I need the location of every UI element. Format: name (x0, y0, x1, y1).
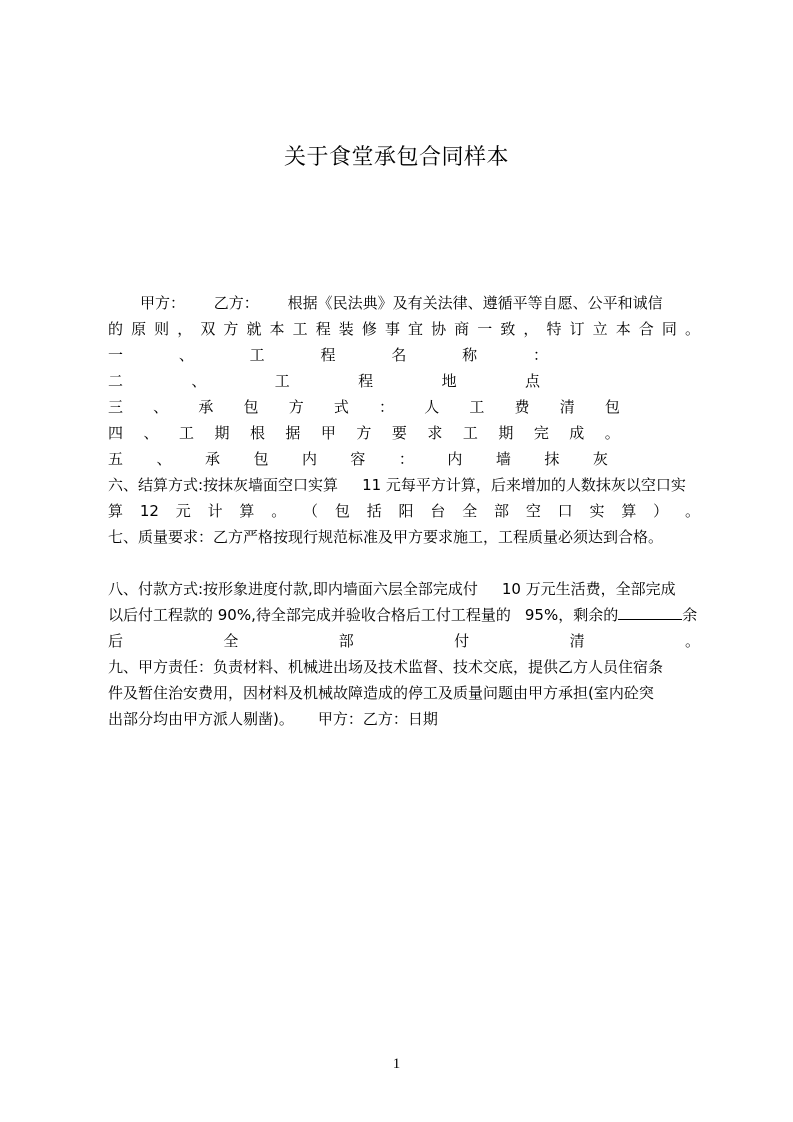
item-2-char: 程 (358, 372, 374, 390)
item-5-char: 、 (156, 450, 172, 468)
item-3-char: 费 (514, 398, 530, 416)
intro-char: 双 (200, 320, 216, 338)
item-4-char: 、 (143, 424, 159, 442)
item-1-project-name (108, 342, 700, 368)
item-8-text-b: 10 万元生活费，全部完成 (501, 580, 676, 598)
item-3-char: 、 (153, 398, 169, 416)
item-4-char: 要 (391, 424, 407, 442)
item-4-schedule (108, 420, 700, 446)
item-5-char: 容 (350, 450, 366, 468)
item-1-char: 名 (391, 346, 407, 364)
party-a-label: 甲方： (140, 294, 186, 312)
intro-char: 宜 (408, 320, 424, 338)
party-b-label: 乙方： (213, 294, 259, 312)
item-8-payment-line-3 (108, 628, 700, 654)
item-4-char: 据 (285, 424, 301, 442)
item-8-payment-line-1 (108, 576, 700, 602)
item-2-char: 点 (524, 372, 540, 390)
item-6-char: 。 (271, 502, 287, 520)
item-7-quality: 七、质量要求：乙方严格按现行规范标准及甲方要求施工，工程质量必须达到合格。 (108, 528, 664, 546)
blank-underline (618, 603, 682, 620)
item-1-char: 称 (462, 346, 478, 364)
item-5-char: 灰 (592, 450, 608, 468)
item-2-char: 、 (191, 372, 207, 390)
contract-body (108, 290, 700, 732)
item-4-char: 期 (498, 424, 514, 442)
intro-char: 就 (246, 320, 262, 338)
page-number: 1 (392, 1056, 401, 1072)
item-8-char: 。 (684, 632, 700, 650)
intro-char: 商 (454, 320, 470, 338)
item-4-char: 甲 (320, 424, 336, 442)
item-4-char: 成 (569, 424, 585, 442)
intro-char: 立 (592, 320, 608, 338)
item-4-char: 。 (604, 424, 620, 442)
intro-char: 工 (292, 320, 308, 338)
item-3-char: 包 (243, 398, 259, 416)
item-6-char: 台 (430, 502, 446, 520)
item-8-text-d: 95%，剩余的 (524, 606, 619, 624)
item-9-responsibility-line-3 (108, 706, 700, 732)
item-3-char: 方 (288, 398, 304, 416)
item-5-char: 承 (204, 450, 220, 468)
intro-char: ， (177, 320, 193, 338)
item-4-char: 期 (214, 424, 230, 442)
item-2-project-location (108, 368, 700, 394)
item-2-char: 地 (441, 372, 457, 390)
intro-char: 同 (661, 320, 677, 338)
item-6-text-a: 六、结算方式:按抹灰墙面空口实算 (108, 476, 339, 494)
item-6-char: 包 (334, 502, 350, 520)
item-8-char: 付 (454, 632, 470, 650)
item-4-char: 工 (178, 424, 194, 442)
item-6-char: 部 (494, 502, 510, 520)
intro-char: 程 (315, 320, 331, 338)
item-5-char: 抹 (544, 450, 560, 468)
item-3-char: 承 (198, 398, 214, 416)
item-3-char: 式 (333, 398, 349, 416)
intro-char: 事 (384, 320, 400, 338)
item-3-char: ： (379, 398, 395, 416)
item-3-char: 人 (424, 398, 440, 416)
item-4-char: 四 (108, 424, 124, 442)
item-1-char: 工 (249, 346, 265, 364)
intro-char: 致 (500, 320, 516, 338)
item-5-char: 内 (301, 450, 317, 468)
item-6-char: 空 (525, 502, 541, 520)
intro-char: 则 (154, 320, 170, 338)
item-5-char: 墙 (495, 450, 511, 468)
item-4-char: 根 (249, 424, 265, 442)
intro-char: 原 (131, 320, 147, 338)
intro-char: 的 (108, 320, 124, 338)
item-6-char: 口 (557, 502, 573, 520)
item-2-char: 工 (274, 372, 290, 390)
intro-char: 方 (223, 320, 239, 338)
item-6-char: 算 (239, 502, 255, 520)
item-6-char: 全 (462, 502, 478, 520)
item-4-char: 工 (462, 424, 478, 442)
item-6-char: 括 (366, 502, 382, 520)
item-5-char: 内 (447, 450, 463, 468)
item-6-settlement-line-1 (108, 472, 700, 498)
item-6-char: 计 (207, 502, 223, 520)
item-3-char: 工 (469, 398, 485, 416)
item-9-responsibility-line-2: 件及暂住治安费用，因材料及机械故障造成的停工及质量问题由甲方承担(室内砼突 (108, 684, 654, 702)
item-4-char: 完 (533, 424, 549, 442)
intro-char: 本 (615, 320, 631, 338)
item-6-char: 。 (684, 502, 700, 520)
intro-text-start: 根据《民法典》及有关法律、遵循平等自愿、公平和诚信 (287, 294, 663, 312)
intro-char: 订 (569, 320, 585, 338)
intro-char: 。 (684, 320, 700, 338)
item-1-char: 、 (178, 346, 194, 364)
item-9-responsibility-line-1: 九、甲方责任：负责材料、机械进出场及技术监督、技术交底，提供乙方人员住宿条 (108, 658, 664, 676)
intro-char: 协 (431, 320, 447, 338)
intro-char: 特 (546, 320, 562, 338)
intro-char: 修 (361, 320, 377, 338)
intro-char: ， (523, 320, 539, 338)
item-6-text-b: 11 元每平方计算，后来增加的人数抹灰以空口实 (362, 476, 686, 494)
intro-line-1 (108, 290, 700, 316)
item-1-char: 程 (320, 346, 336, 364)
item-2-char: 二 (108, 372, 124, 390)
item-8-char: 部 (338, 632, 354, 650)
signature-line: 甲方：乙方：日期 (317, 710, 438, 728)
item-6-char: 算 (621, 502, 637, 520)
item-6-char: 实 (589, 502, 605, 520)
item-6-char: 元 (175, 502, 191, 520)
item-8-char: 全 (223, 632, 239, 650)
item-1-char: ： (532, 346, 548, 364)
item-6-char: 12 (139, 502, 159, 520)
item-6-settlement-line-2 (108, 498, 700, 524)
item-8-payment-line-2 (108, 602, 700, 628)
item-3-char: 包 (604, 398, 620, 416)
item-5-char: 包 (253, 450, 269, 468)
item-8-text-e: 余 (682, 606, 698, 624)
intro-char: 一 (477, 320, 493, 338)
item-4-char: 方 (356, 424, 372, 442)
item-5-char: ： (398, 450, 414, 468)
item-8-text-a: 八、付款方式:按形象进度付款,即内墙面六层全部完成付 (108, 580, 478, 598)
item-5-char: 五 (108, 450, 124, 468)
item-8-char: 清 (569, 632, 585, 650)
item-5-contract-content (108, 446, 700, 472)
item-3-contract-method (108, 394, 700, 420)
item-3-char: 三 (108, 398, 124, 416)
intro-char: 合 (638, 320, 654, 338)
item-8-text-c: 以后付工程款的 90%,待全部完成并验收合格后工付工程量的 (108, 606, 511, 624)
item-6-char: 算 (108, 502, 124, 520)
item-6-char: （ (303, 502, 319, 520)
item-6-char: 阳 (398, 502, 414, 520)
intro-char: 装 (338, 320, 354, 338)
intro-char: 本 (269, 320, 285, 338)
item-9-text-a: 出部分均由甲方派人剔凿)。 (108, 710, 294, 728)
item-6-char: ） (653, 502, 669, 520)
item-8-char: 后 (108, 632, 124, 650)
item-3-char: 清 (559, 398, 575, 416)
document-title: 关于食堂承包合同样本 (283, 145, 509, 170)
item-1-char: 一 (108, 346, 124, 364)
intro-line-2 (108, 316, 700, 342)
item-4-char: 求 (427, 424, 443, 442)
